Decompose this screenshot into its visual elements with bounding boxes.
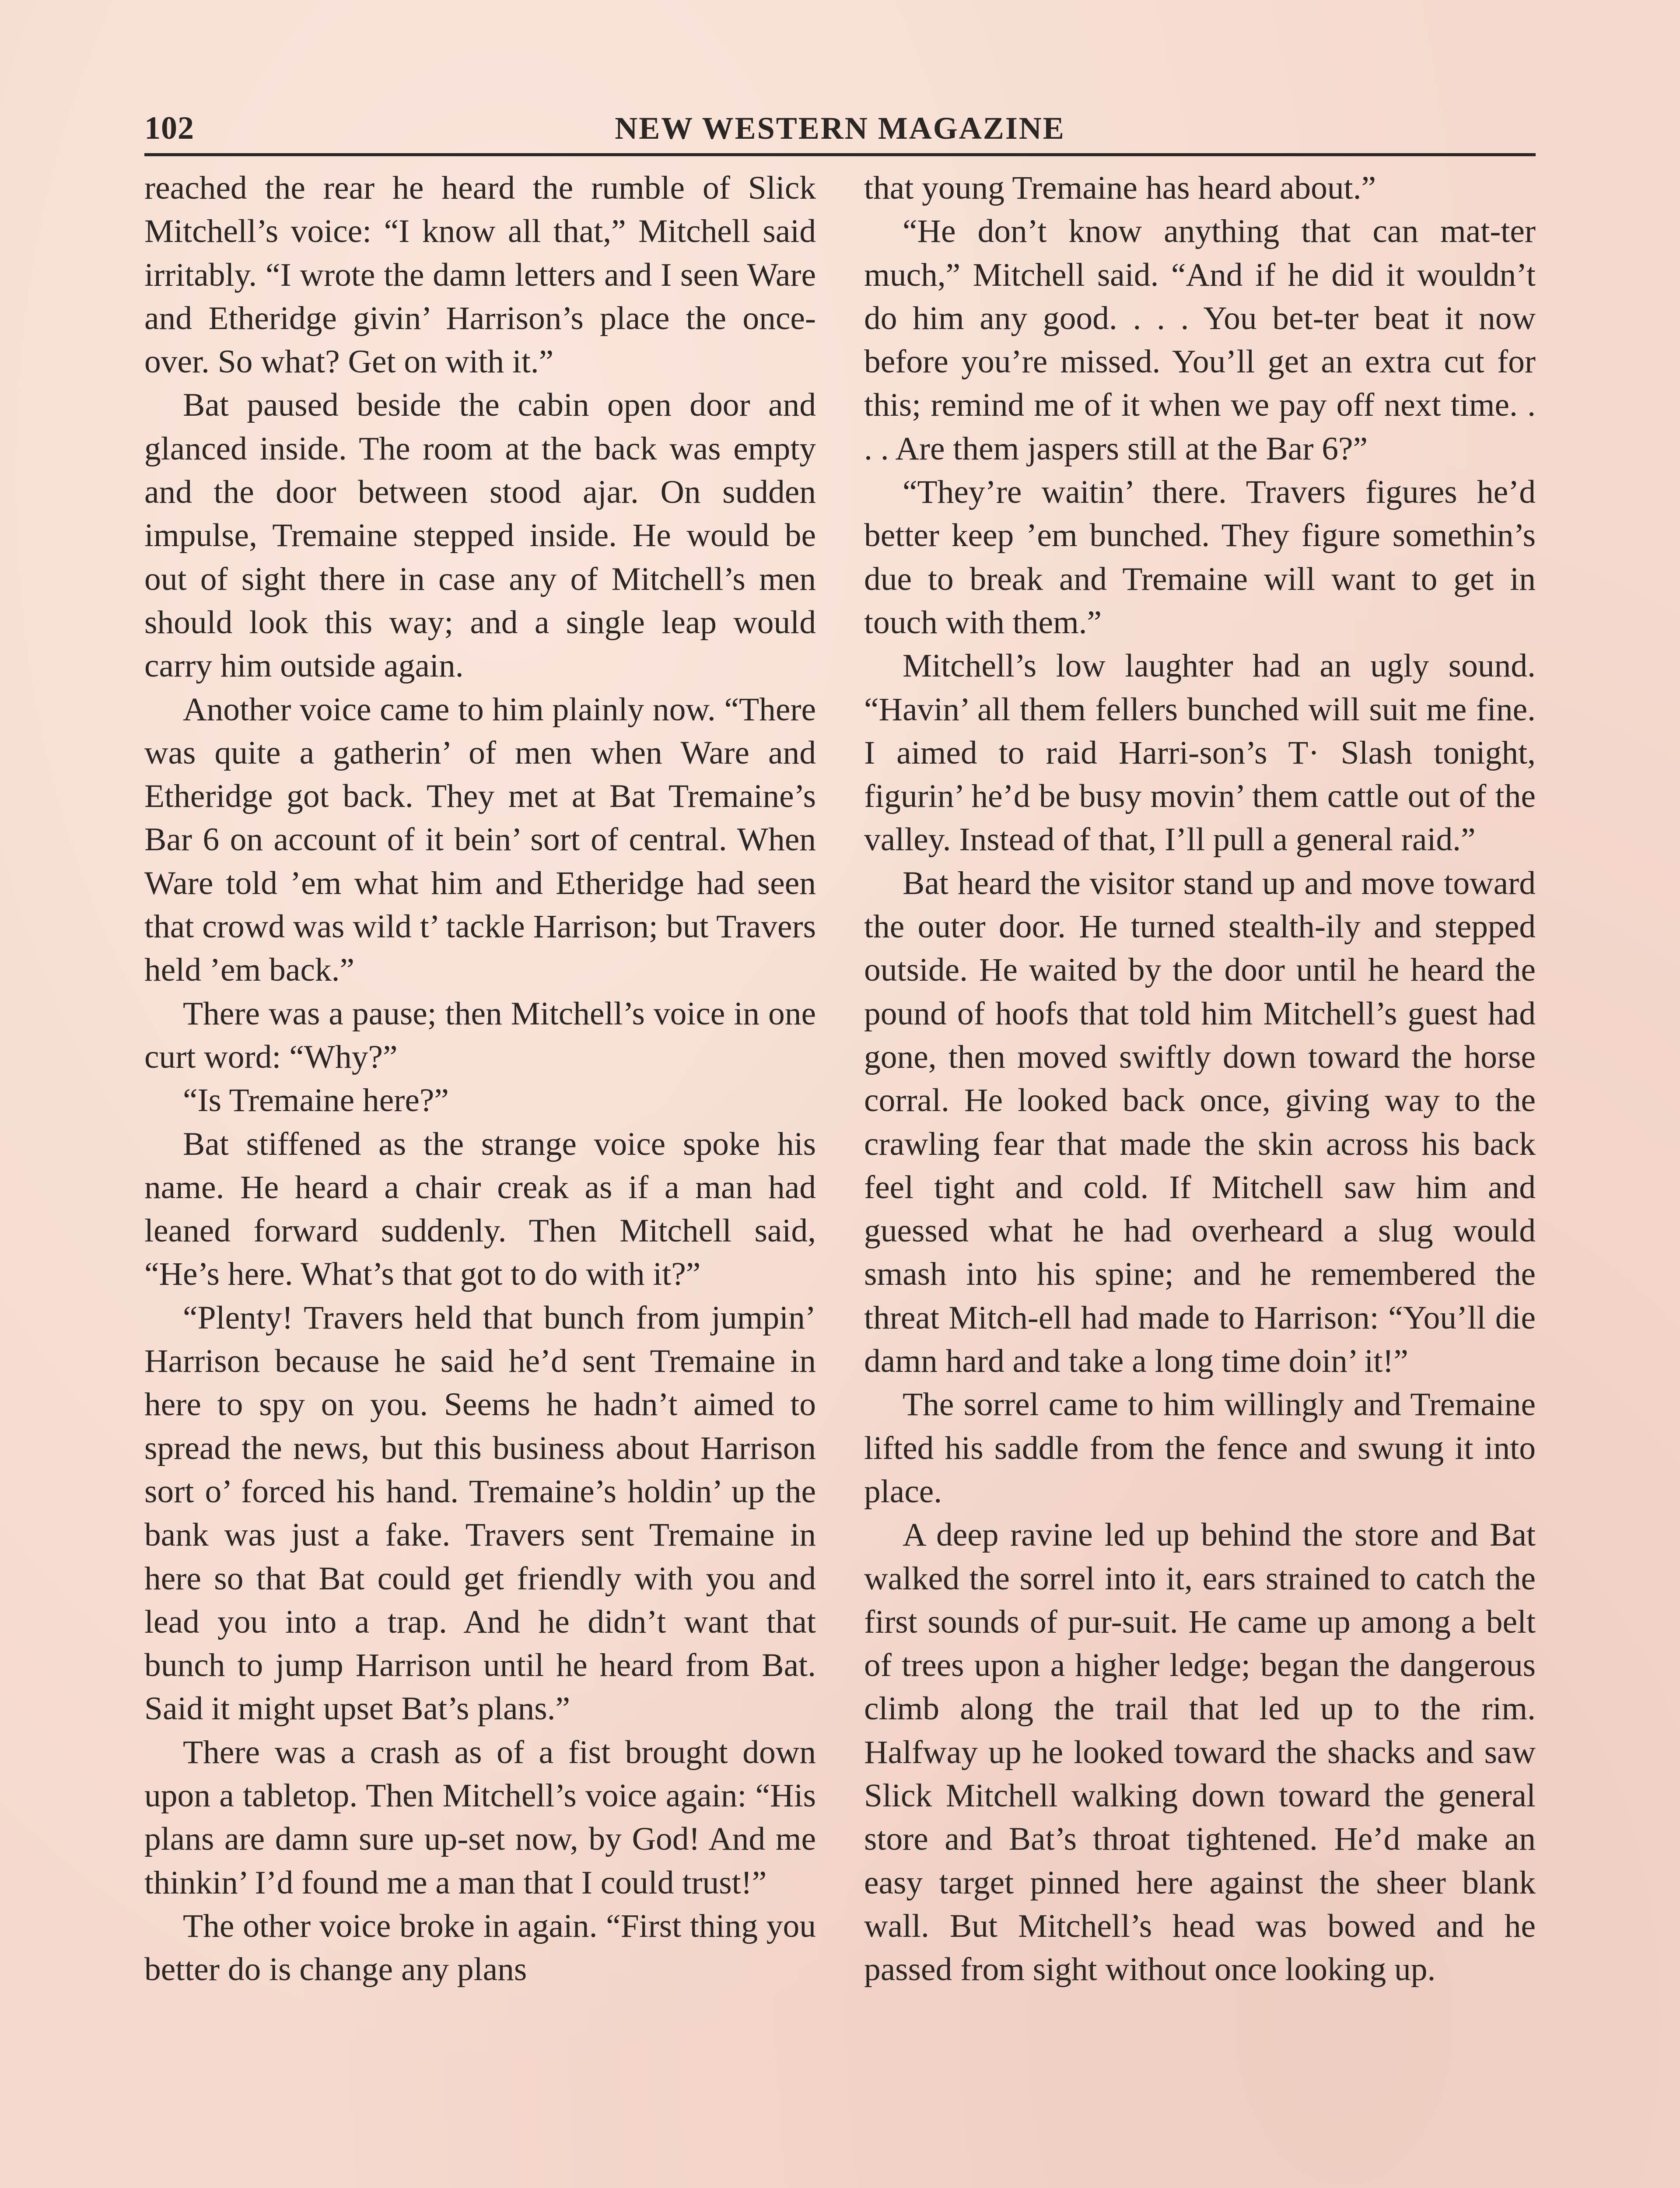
paragraph: A deep ravine led up behind the store and Bat walked the sorrel into it, ears strained to catch the first sounds of pur-suit. He came up among a belt of trees upon a higher ledge; began the dangerous climb along the trail that led up to the rim. Halfway up he looked toward the shacks and saw Slick Mitchell walking down toward the general store and Bat’s throat tightened. He’d make an easy target pinned here against the sheer blank wall. But Mitchell’s head was bowed and he passed from sight without once looking up.: [864, 1517, 1536, 1988]
paragraph: Mitchell’s low laughter had an ugly sound. “Havin’ all them fellers bunched will suit me fine. I aimed to raid Harri-son’s T· Slash tonight, figurin’ he’d be busy movin’ them cattle out of the valley. Instead of that, I’ll pull a general raid.”: [864, 648, 1536, 858]
paragraph: reached the rear he heard the rumble of Slick Mitchell’s voice: “I know all that,” Mitchell said irritably. “I wrote the damn letters and I seen Ware and Etheridge givin’ Harrison’s place the once-over. So what? Get on with it.”: [144, 170, 816, 380]
page-header: [144, 104, 1536, 152]
paragraph: Bat stiffened as the strange voice spoke his name. He heard a chair creak as if a man had leaned forward suddenly. Then Mitchell said, “He’s here. What’s that got to do with it?”: [144, 1126, 816, 1293]
header-rule: [144, 153, 1536, 156]
page-number: 102: [144, 110, 194, 146]
paragraph: “Is Tremaine here?”: [183, 1082, 449, 1119]
paragraph: There was a pause; then Mitchell’s voice in one curt word: “Why?”: [144, 995, 816, 1075]
magazine-title: NEW WESTERN MAGAZINE: [615, 111, 1065, 146]
paragraph: Another voice came to him plainly now. “There was quite a gatherin’ of men when Ware and Etheridge got back. They met at Bat Tremaine’s Bar 6 on account of it bein’ sort of central. When Ware told ’em what him and Etheridge had seen that crowd was wild t’ tackle Harrison; but Travers held ’em back.”: [144, 691, 816, 989]
paragraph: “Plenty! Travers held that bunch from jumpin’ Harrison because he said he’d sent Tremaine in here to spy on you. Seems he hadn’t aimed to spread the news, but this business about Harrison sort o’ forced his hand. Tremaine’s holdin’ up the bank was just a fake. Travers sent Tremaine in here so that Bat could get friendly with you and lead you into a trap. And he didn’t want that bunch to jump Harrison until he heard from Bat. Said it might upset Bat’s plans.”: [144, 1299, 816, 1727]
paragraph: Bat paused beside the cabin open door and glanced inside. The room at the back was empty and the door between stood ajar. On sudden impulse, Tremaine stepped inside. He would be out of sight there in case any of Mitchell’s men should look this way; and a single leap would carry him outside again.: [144, 387, 816, 684]
paragraph: “They’re waitin’ there. Travers figures he’d better keep ’em bunched. They figure somethin’s due to break and Tremaine will want to get in touch with them.”: [864, 474, 1536, 641]
paragraph: Bat heard the visitor stand up and move toward the outer door. He turned stealth-ily and stepped outside. He waited by the door until he heard the pound of hoofs that told him Mitchell’s guest had gone, then moved swiftly down toward the horse corral. He looked back once, giving way to the crawling fear that made the skin across his back feel tight and cold. If Mitchell saw him and guessed what he had overheard a slug would smash into his spine; and he remembered the threat Mitch-ell had made to Harrison: “You’ll die damn hard and take a long time doin’ it!”: [864, 865, 1536, 1380]
paragraph: The other voice broke in again. “First thing you better do is change any plans: [144, 1907, 816, 1988]
paragraph: There was a crash as of a fist brought down upon a tabletop. Then Mitchell’s voice again: “His plans are damn sure up-set now, by God! And me thinkin’ I’d found me a man that I could trust!”: [144, 1734, 816, 1901]
paragraph: “He don’t know anything that can mat-ter much,” Mitchell said. “And if he did it wouldn’t do him any good. . . . You bet-ter beat it now before you’re missed. You’ll get an extra cut for this; remind me of it when we pay off next time. . . . Are them jaspers still at the Bar 6?”: [864, 213, 1536, 467]
paragraph: that young Tremaine has heard about.”: [864, 170, 1376, 206]
text-columns: [144, 166, 1536, 2188]
right-column: [864, 166, 1536, 2188]
paragraph: The sorrel came to him willingly and Tremaine lifted his saddle from the fence and swung it into place.: [864, 1386, 1536, 1510]
left-column: [144, 166, 816, 2188]
